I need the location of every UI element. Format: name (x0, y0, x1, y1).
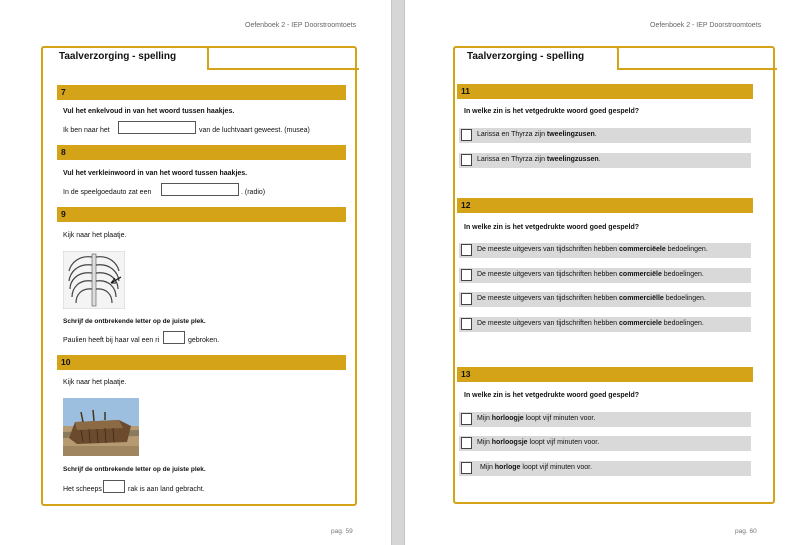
checkbox[interactable] (461, 154, 472, 166)
answer-option[interactable] (459, 243, 751, 258)
page-59 (0, 0, 391, 545)
option-bold-word: horloogje (491, 415, 524, 422)
option-bold-word: commerciële (619, 271, 662, 278)
checkbox[interactable] (461, 269, 472, 281)
option-text-end: bedoelingen. (661, 320, 704, 327)
question-instruction: Schrijf de ontbrekende letter op de juiste plek. (63, 318, 206, 325)
page-number: pag. 59 (331, 528, 353, 535)
sentence-start: Het scheeps (63, 486, 102, 493)
question-text: In welke zin is het vetgedrukte woord goed gespeld? (464, 108, 640, 115)
sentence-end: . (radio) (241, 189, 266, 196)
option-text: Mijn (480, 464, 495, 471)
question-instruction: Vul het verkleinwoord in van het woord tussen haakjes. (63, 170, 248, 177)
answer-option[interactable] (459, 268, 751, 283)
tab-divider (617, 68, 777, 70)
option-bold-word: tweelingzusen (546, 131, 595, 138)
page-60 (405, 0, 800, 545)
option-bold-word: commerciele (619, 320, 662, 327)
answer-option[interactable] (459, 128, 751, 143)
checkbox[interactable] (461, 462, 472, 474)
option-text: Mijn (477, 415, 492, 422)
checkbox[interactable] (461, 129, 472, 141)
answer-option[interactable] (459, 292, 751, 307)
answer-option[interactable] (459, 153, 751, 168)
answer-input[interactable] (161, 183, 239, 196)
sentence-end: gebroken. (188, 337, 220, 344)
checkbox[interactable] (461, 244, 472, 256)
page-number: pag. 60 (735, 528, 757, 535)
answer-input[interactable] (118, 121, 196, 134)
question-number-bar: 9 (57, 207, 346, 222)
question-text: In welke zin is het vetgedrukte woord goed gespeld? (464, 392, 640, 399)
answer-option[interactable] (459, 461, 751, 476)
option-text: Larissa en Thyrza zijn (477, 131, 547, 138)
question-number-bar: 7 (57, 85, 346, 100)
ribcage-image (63, 251, 125, 309)
option-bold-word: horloge (494, 464, 521, 471)
option-bold-word: commerciëele (619, 246, 666, 253)
question-number-bar: 11 (457, 84, 753, 99)
option-text-end: loopt vijf minuten voor. (523, 415, 596, 422)
checkbox[interactable] (461, 293, 472, 305)
option-text: De meeste uitgevers van tijdschriften hebben (477, 271, 620, 278)
option-text: De meeste uitgevers van tijdschriften hebben (477, 320, 620, 327)
page-header: Oefenboek 2 - IEP Doorstroomtoets (650, 22, 762, 29)
look-instruction: Kijk naar het plaatje. (63, 232, 127, 239)
checkbox[interactable] (461, 437, 472, 449)
page-header: Oefenboek 2 - IEP Doorstroomtoets (245, 22, 357, 29)
tab-divider (207, 68, 359, 70)
letter-input[interactable] (163, 331, 185, 344)
question-instruction: Vul het enkelvoud in van het woord tussen haakjes. (63, 108, 235, 115)
sentence-end: rak is aan land gebracht. (128, 486, 205, 493)
option-text: Mijn (477, 439, 492, 446)
look-instruction: Kijk naar het plaatje. (63, 379, 127, 386)
option-text: Larissa en Thyrza zijn (477, 156, 547, 163)
question-number-bar: 10 (57, 355, 346, 370)
option-text-end: loopt vijf minuten voor. (527, 439, 600, 446)
page-gutter (391, 0, 405, 545)
sentence-start: Ik ben naar het (63, 127, 110, 134)
option-text-end: bedoelingen. (665, 246, 708, 253)
option-text-end: loopt vijf minuten voor. (520, 464, 593, 471)
question-instruction: Schrijf de ontbrekende letter op de juiste plek. (63, 466, 206, 473)
option-bold-word: horloogsje (491, 439, 528, 446)
sentence-start: Paulien heeft bij haar val een ri (63, 337, 160, 344)
option-bold-word: commerciëlle (619, 295, 664, 302)
sentence-start: In de speelgoedauto zat een (63, 189, 152, 196)
answer-option[interactable] (459, 412, 751, 427)
question-number-bar: 8 (57, 145, 346, 160)
page-title: Taalverzorging - spelling (41, 46, 209, 70)
option-text: De meeste uitgevers van tijdschriften hebben (477, 246, 620, 253)
question-text: In welke zin is het vetgedrukte woord goed gespeld? (464, 224, 640, 231)
option-text-end: . (598, 156, 601, 163)
letter-input[interactable] (103, 480, 125, 493)
option-text: De meeste uitgevers van tijdschriften hebben (477, 295, 620, 302)
answer-option[interactable] (459, 317, 751, 332)
question-number-bar: 13 (457, 367, 753, 382)
option-text-end: . (594, 131, 597, 138)
option-text-end: bedoelingen. (661, 271, 704, 278)
option-bold-word: tweelingzussen (546, 156, 599, 163)
checkbox[interactable] (461, 318, 472, 330)
checkbox[interactable] (461, 413, 472, 425)
answer-option[interactable] (459, 436, 751, 451)
page-title: Taalverzorging - spelling (453, 46, 619, 70)
shipwreck-image (63, 398, 139, 456)
option-text-end: bedoelingen. (663, 295, 706, 302)
sentence-end: van de luchtvaart geweest. (musea) (199, 127, 310, 134)
question-number-bar: 12 (457, 198, 753, 213)
